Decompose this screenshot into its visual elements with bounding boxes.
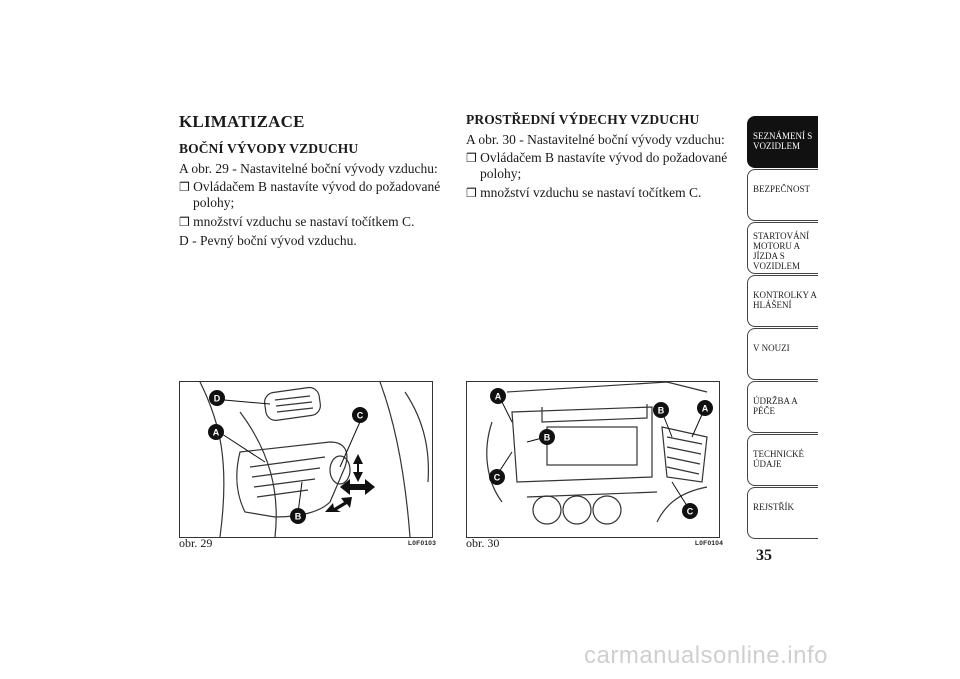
center-vent-illustration bbox=[467, 382, 719, 537]
figure-30-center-vents bbox=[466, 381, 720, 538]
label-c: C bbox=[356, 410, 364, 421]
section-heading: KLIMATIZACE bbox=[179, 112, 305, 131]
label-b: B bbox=[294, 511, 302, 522]
tab-v-nouzi[interactable]: V NOUZI bbox=[747, 328, 818, 380]
label-a: A bbox=[212, 427, 220, 438]
label-c-left: C bbox=[493, 472, 501, 483]
figure-29-caption: obr. 29 bbox=[179, 536, 213, 550]
tab-startovani[interactable]: STARTOVÁNÍ MOTORU A JÍZDA S VOZIDLEM bbox=[747, 222, 818, 274]
bullet-box-icon: ❒ bbox=[466, 151, 477, 165]
figure-30-caption: obr. 30 bbox=[466, 536, 500, 550]
tab-kontrolky[interactable]: KONTROLKY A HLÁŠENÍ bbox=[747, 275, 818, 327]
label-c-right: C bbox=[686, 506, 694, 517]
figure-29-code: L0F0103 bbox=[408, 540, 437, 547]
side-vents-outro: D - Pevný boční vývod vzduchu. bbox=[179, 233, 357, 248]
center-vents-bullet-2: ❒ množství vzduchu se nastaví točítkem C. bbox=[466, 185, 702, 200]
figure-30-code: L0F0104 bbox=[695, 540, 724, 547]
label-b-right: B bbox=[657, 405, 665, 416]
side-vent-illustration bbox=[180, 382, 432, 537]
tab-technicke[interactable]: TECHNICKÉ ÚDAJE bbox=[747, 434, 818, 486]
right-column bbox=[466, 112, 728, 204]
chapter-tabs bbox=[747, 116, 818, 540]
center-vents-intro: A obr. 30 - Nastavitelné boční vývody vzduchu: bbox=[466, 132, 725, 147]
label-b-left: B bbox=[543, 432, 551, 443]
bullet-box-icon: ❒ bbox=[179, 180, 190, 194]
side-vents-bullet-1: ❒ Ovládačem B nastavíte vývod do požadované polohy; bbox=[179, 179, 441, 210]
watermark: carmanualsonline.info bbox=[584, 642, 828, 669]
side-vents-intro: A obr. 29 - Nastavitelné boční vývody vzduchu: bbox=[179, 161, 438, 176]
bullet-box-icon: ❒ bbox=[179, 215, 190, 229]
center-vents-heading: PROSTŘEDNÍ VÝDECHY VZDUCHU bbox=[466, 112, 700, 127]
label-d: D bbox=[213, 393, 221, 404]
figure-30-labels bbox=[489, 388, 713, 519]
label-a-left: A bbox=[494, 391, 502, 402]
tab-udrzba[interactable]: ÚDRŽBA A PÉČE bbox=[747, 381, 818, 433]
tab-seznameni[interactable]: SEZNÁMENÍ S VOZIDLEM bbox=[747, 116, 818, 168]
side-vents-bullet-2: ❒ množství vzduchu se nastaví točítkem C. bbox=[179, 214, 415, 229]
figure-29-side-vent bbox=[179, 381, 433, 538]
side-vents-heading: BOČNÍ VÝVODY VZDUCHU bbox=[179, 141, 359, 156]
center-vents-bullet-1: ❒ Ovládačem B nastavíte vývod do požadované polohy; bbox=[466, 150, 728, 181]
bullet-box-icon: ❒ bbox=[466, 186, 477, 200]
label-a-right: A bbox=[701, 403, 709, 414]
tab-bezpecnost[interactable]: BEZPEČNOST bbox=[747, 169, 818, 221]
page-number: 35 bbox=[756, 547, 772, 564]
tab-rejstrik[interactable]: REJSTŘÍK bbox=[747, 487, 818, 539]
left-column bbox=[179, 112, 441, 251]
